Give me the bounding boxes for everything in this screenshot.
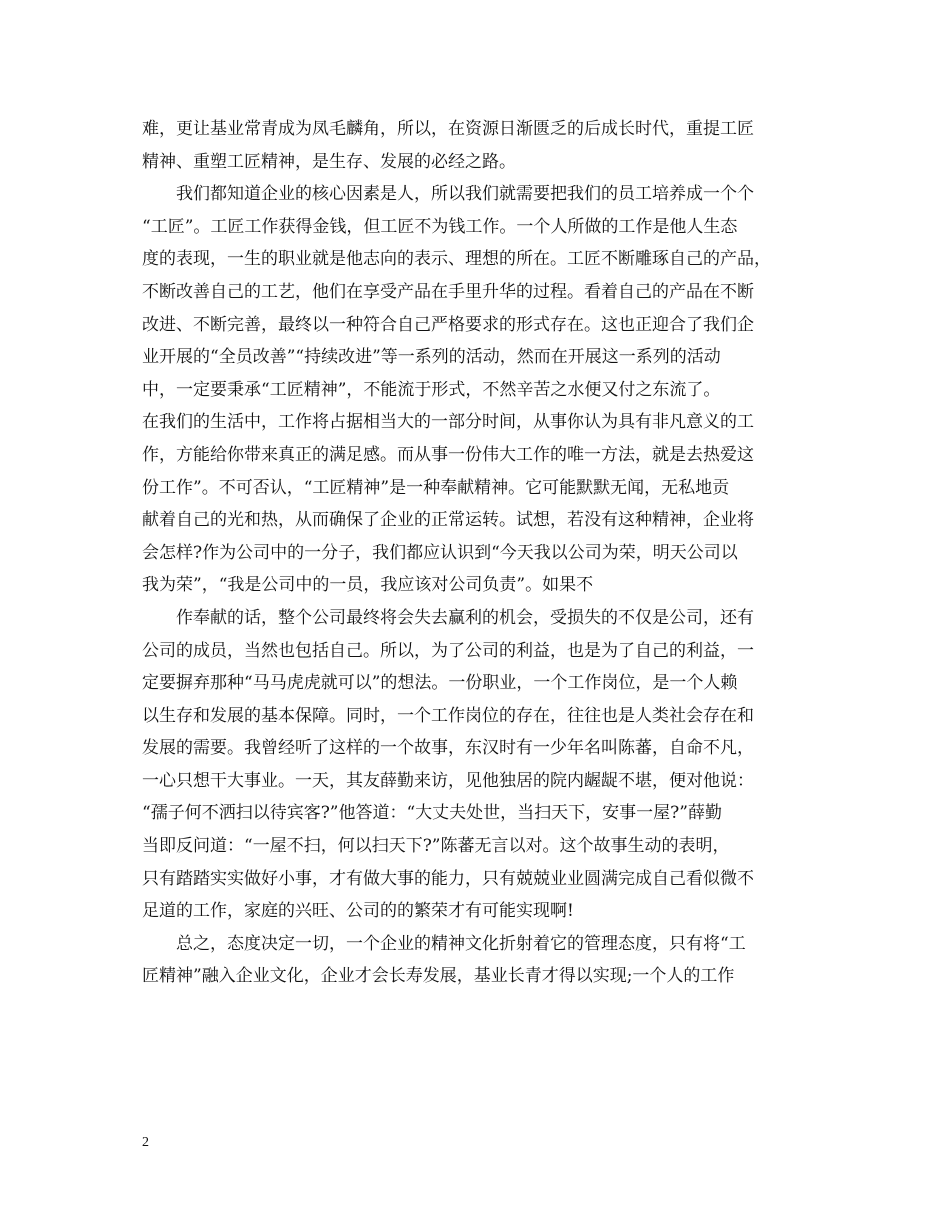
text-line: 公司的成员，当然也包括自己。所以，为了公司的利益，也是为了自己的利益，一 [142, 640, 754, 661]
text-line: 作，方能给你带来真正的满足感。而从事一份伟大工作的唯一方法，就是去热爱这 [142, 444, 754, 465]
text-line: 改进、不断完善，最终以一种符合自己严格要求的形式存在。这也正迎合了我们企 [142, 314, 754, 335]
text-line: 总之，态度决定一切，一个企业的精神文化折射着它的管理态度，只有将“工 [176, 933, 746, 954]
text-line: 以生存和发展的基本保障。同时，一个工作岗位的存在，往往也是人类社会存在和 [142, 705, 754, 726]
text-line: 在我们的生活中，工作将占据相当大的一部分时间，从事你认为具有非凡意义的工 [142, 412, 754, 433]
page-number: 2 [142, 1135, 149, 1150]
text-line: 献着自己的光和热，从而确保了企业的正常运转。试想，若没有这种精神，企业将 [142, 510, 754, 531]
text-line: 难，更让基业常青成为凤毛麟角，所以，在资源日渐匮乏的后成长时代，重提工匠 [142, 119, 754, 139]
text-line: 不断改善自己的工艺，他们在享受产品在手里升华的过程。看着自己的产品在不断 [142, 281, 754, 302]
text-line: 会怎样?作为公司中的一分子，我们都应认识到“今天我以公司为荣，明天公司以 [142, 542, 738, 563]
text-line: 作奉献的话，整个公司最终将会失去赢利的机会，受损失的不仅是公司，还有 [176, 607, 754, 628]
text-line: 份工作”。不可否认，“工匠精神”是一种奉献精神。它可能默默无闻，无私地贡 [142, 477, 730, 498]
text-line: 发展的需要。我曾经听了这样的一个故事，东汉时有一少年名叫陈蕃，自命不凡， [142, 738, 754, 759]
text-line: 匠精神”融入企业文化，企业才会长寿发展，基业长青才得以实现;一个人的工作 [142, 966, 735, 987]
text-line: 当即反问道：“一屋不扫，何以扫天下?”陈蕃无言以对。这个故事生动的表明， [142, 836, 730, 857]
text-line: 我们都知道企业的核心因素是人，所以我们就需要把我们的员工培养成一个个 [176, 184, 754, 205]
text-line: 中，一定要秉承“工匠精神”，不能流于形式，不然辛苦之水便又付之东流了。 [142, 379, 721, 400]
body-text [142, 113, 812, 993]
text-line: 足道的工作，家庭的兴旺、公司的的繁荣才有可能实现啊! [142, 901, 574, 922]
text-line: 精神、重塑工匠精神，是生存、发展的必经之路。 [142, 151, 516, 172]
text-line: “工匠”。工匠工作获得金钱，但工匠不为钱工作。一个人所做的工作是他人生态 [142, 216, 738, 237]
text-line: “孺子何不洒扫以待宾客?”他答道：“大丈夫处世，当扫天下，安事一屋?”薛勤 [142, 803, 722, 824]
text-line: 定要摒弃那种“马马虎虎就可以”的想法。一份职业，一个工作岗位，是一个人赖 [142, 673, 738, 694]
text-line: 只有踏踏实实做好小事，才有做大事的能力，只有兢兢业业圆满完成自己看似微不 [142, 868, 754, 889]
text-line: 一心只想干大事业。一天，其友薛勤来访，见他独居的院内龌龊不堪，便对他说： [142, 770, 754, 791]
text-line: 度的表现，一生的职业就是他志向的表示、理想的所在。工匠不断雕琢自己的产品， [142, 249, 771, 270]
text-line: 业开展的“全员改善”“持续改进”等一系列的活动，然而在开展这一系列的活动 [142, 347, 721, 368]
text-line: 我为荣”，“我是公司中的一员，我应该对公司负责”。如果不 [142, 575, 594, 596]
